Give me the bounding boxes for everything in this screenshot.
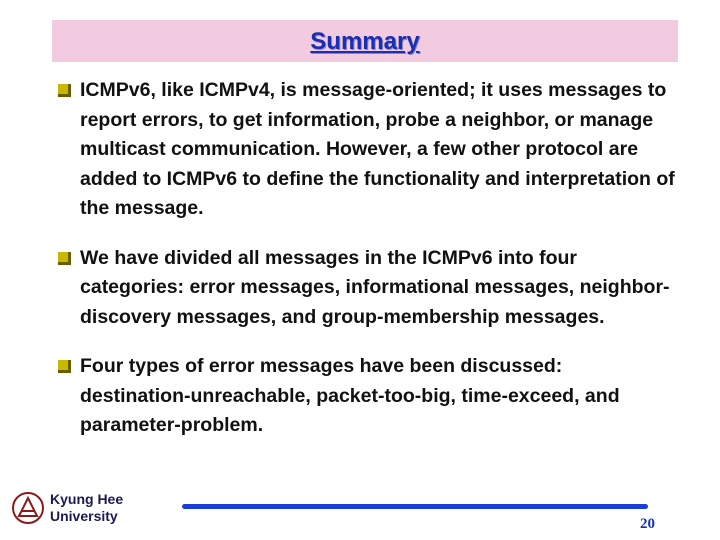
title-bar	[52, 20, 678, 62]
university-line-1: Kyung Hee	[50, 491, 124, 507]
checkbox-icon	[58, 84, 71, 97]
university-logo-icon	[10, 490, 46, 526]
university-line-2: University	[50, 508, 118, 524]
page-number: 20	[640, 516, 655, 532]
footer-divider	[182, 504, 648, 509]
checkbox-icon	[58, 360, 71, 373]
slide-title: Summary	[310, 28, 420, 55]
university-name	[50, 491, 123, 525]
checkbox-icon	[58, 252, 71, 265]
bullet-text: ICMPv6, like ICMPv4, is message-oriented; it uses messages to report errors, to get information, probe a neighbor, or manage multicast communication. However, a few other protocol are added to ICMPv6 to define the functionality and interpretation of the message.	[80, 79, 675, 219]
bullet-item	[58, 352, 678, 441]
bullet-text: Four types of error messages have been discussed: destination-unreachable, packet-too-big, time-exceed, and parameter-problem.	[80, 355, 620, 436]
bullet-item	[58, 244, 678, 333]
bullet-item	[58, 76, 678, 224]
bullet-list	[58, 76, 678, 461]
bullet-text: We have divided all messages in the ICMPv6 into four categories: error messages, informational messages, neighbor-discovery messages, and group-membership messages.	[80, 246, 670, 328]
